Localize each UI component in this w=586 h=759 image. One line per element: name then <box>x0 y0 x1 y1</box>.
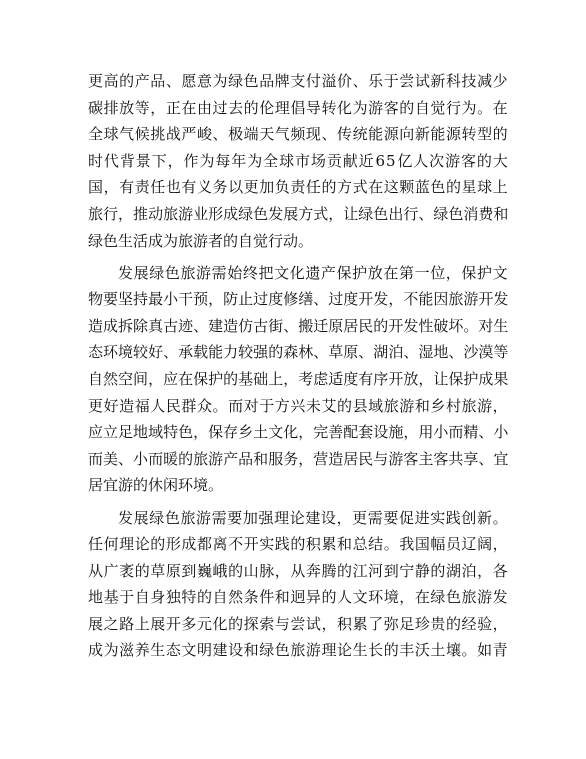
text-line: 而 美 、 小 而 暖 的 旅 游 产 品 和 服 务 ， 营 造 居 民 与 游 客 主 客 共 享 、 宜 <box>88 449 509 468</box>
text-line: 全 球 气 候 挑 战 严 峻 、 极 端 天 气 频 现 、 传 统 能 源 向 新 能 源 转 型 的 <box>88 125 508 144</box>
paragraph-3 <box>88 505 508 665</box>
text-line: 时 代 背 景 下 ， 作 为 每 年 为 全 球 市 场 贡 献 近 6 5 亿 人 次 游 客 的 大 <box>88 151 508 170</box>
paragraph-1 <box>88 68 508 254</box>
text-line: 成 为 滋 养 生 态 文 明 建 设 和 绿 色 旅 游 理 论 生 长 的 丰 沃 土 壤 。 如 青 <box>88 641 508 660</box>
text-line: 国 ， 有 责 任 也 有 义 务 以 更 加 负 责 任 的 方 式 在 这 颗 蓝 色 的 星 球 上 <box>88 178 508 197</box>
paragraph-2 <box>88 260 508 499</box>
text-line: 碳 排 放 等 ， 正 在 由 过 去 的 伦 理 倡 导 转 化 为 游 客 的 自 觉 行 为 。 在 <box>88 98 508 117</box>
text-line: 旅 行 ， 推 动 旅 游 业 形 成 绿 色 发 展 方 式 ， 让 绿 色 出 行 、 绿 色 消 费 和 <box>88 204 509 223</box>
text-line: 从 广 袤 的 草 原 到 巍 峨 的 山 脉 ， 从 奔 腾 的 江 河 到 宁 静 的 湖 泊 ， 各 <box>88 561 508 580</box>
text-line: 任 何 理 论 的 形 成 都 离 不 开 实 践 的 积 累 和 总 结 。 我 国 幅 员 辽 阔 ， <box>88 535 508 554</box>
text-line: 态 环 境 较 好 、 承 载 能 力 较 强 的 森 林 、 草 原 、 湖 泊 、 湿 地 、 沙 漠 等 <box>88 343 509 362</box>
text-line: 发 展 绿 色 旅 游 需 始 终 把 文 化 遗 产 保 护 放 在 第 一 位 ， 保 护 文 <box>118 263 508 282</box>
text-line: 更 好 造 福 人 民 群 众 。 而 对 于 方 兴 未 艾 的 县 域 旅 游 和 乡 村 旅 游 ， <box>88 396 508 415</box>
text-line: 展 之 路 上 展 开 多 元 化 的 探 索 与 尝 试 ， 积 累 了 弥 足 珍 贵 的 经 验 ， <box>88 614 508 633</box>
text-line: 绿色生活成为旅游者的自觉行动。 <box>88 231 314 250</box>
text-line: 发 展 绿 色 旅 游 需 要 加 强 理 论 建 设 ， 更 需 要 促 进 实 践 创 新 。 <box>118 508 508 527</box>
body-text <box>88 68 508 664</box>
text-line: 地 基 于 自 身 独 特 的 自 然 条 件 和 迥 异 的 人 文 环 境 ， 在 绿 色 旅 游 发 <box>88 588 508 607</box>
text-line: 自 然 空 间 ， 应 在 保 护 的 基 础 上 ， 考 虑 适 度 有 序 开 放 ， 让 保 护 成 果 <box>88 370 509 389</box>
text-line: 居宜游的休闲环境。 <box>88 476 224 495</box>
text-line: 应 立 足 地 域 特 色 ， 保 存 乡 土 文 化 ， 完 善 配 套 设 施 ， 用 小 而 精 、 小 <box>88 423 509 442</box>
text-line: 造 成 拆 除 真 古 迹 、 建 造 仿 古 街 、 搬 迁 原 居 民 的 开 发 性 破 坏 。 对 生 <box>88 316 509 335</box>
text-line: 更 高 的 产 品 、 愿 意 为 绿 色 品 牌 支 付 溢 价 、 乐 于 尝 试 新 科 技 减 少 <box>88 72 508 90</box>
text-line: 物 要 坚 持 最 小 干 预 ， 防 止 过 度 修 缮 、 过 度 开 发 ， 不 能 因 旅 游 开 发 <box>88 290 509 309</box>
